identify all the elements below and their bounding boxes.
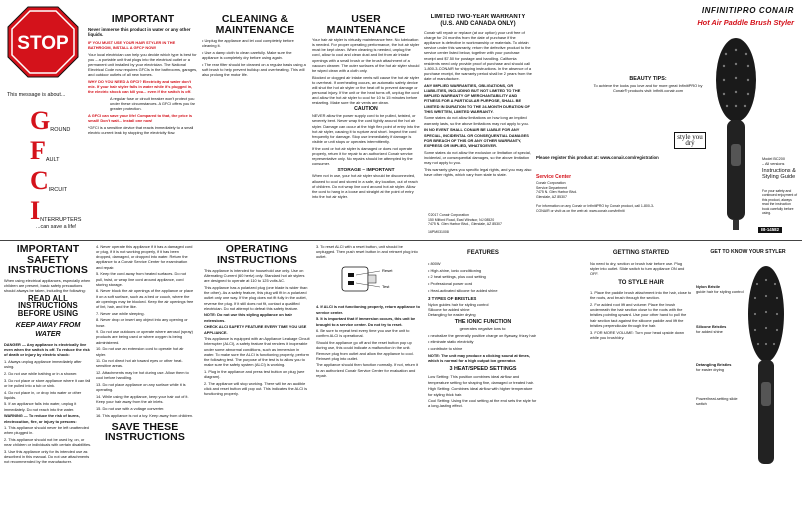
safety-item: 12. Attachments may be hot during use. Allow them to cool before handling. — [96, 370, 189, 381]
feature-item: • 800W — [428, 260, 441, 266]
storage-text: When not in use, your hot air styler should be disconnected, allowed to cool and stored in a safe, dry location, out of reach of children. Do not wrap line cord around hot air styler. Allow the cord to hang in a loose and straight at the point of entry into the hot air styler. — [312, 173, 418, 200]
beauty-tips-text: To achieve the looks you love and for more great InfinitiPRO by Conair® products visit: infiniti.conair.com — [593, 83, 703, 94]
style-you-dry-logo: style you dry — [674, 132, 706, 149]
features-section — [428, 244, 538, 526]
danger-item: 1. Always unplug appliance immediately after using. — [4, 359, 82, 370]
warranty-title: LIMITED TWO-YEAR WARRANTY (U.S. AND CANADA ONLY) — [430, 14, 526, 27]
warranty-text: Conair will repair or replace (at our option) your unit free of charge for 24 months from the date of purchase if the appliance is defective in workmanship or materials. To obtain service under this warranty, return the defective product to the service center listed below, together with your purchase receipt and $7.50 for postage and handling. California residents need only provide proof of purchase and should call 1-800-3-CONAIR for shipping instructions. In the absence of a purchase receipt, the warranty period shall be 2 years from the date of manufacture. — [424, 29, 532, 82]
detangling-bristle-label — [696, 362, 746, 372]
style-hair-step: 1. Place the paddle brush attachment into the hair, close to the roots, and brush through the section. — [590, 290, 692, 301]
copyright-text: ©2017 Conair Corporation 150 Milford Road, East Windsor, NJ 08520 7475 N. Glen Harbor Blvd., Glendale, AZ 85307 — [428, 213, 502, 227]
test-label: Test — [382, 284, 390, 290]
caution-text: NEVER allow the power supply cord to be pulled, twisted, or severely bent. Never wrap the cord tightly around the hot air styler. Damage can occur at the high flex point of entry into the hot air styler, causing it to rupture and short. Inspect the cord frequently for damage. Stop use immediately if damage is visible or unit stops or operates intermittently. — [312, 113, 420, 144]
feature-item: • 2 heat settings, plus cool setting — [428, 274, 486, 280]
safety-item: 7. Never use while sleeping. — [96, 310, 145, 316]
brush-styler-image — [714, 34, 758, 232]
operating-section — [204, 244, 310, 526]
style-hair-step: 3. FOR MORE VOLUME: Turn your head upside down while you brush/dry. — [590, 329, 685, 340]
extensions-note: NOTE: Do not use this styling appliance on hair extensions. — [204, 312, 292, 323]
alci-step: 3. To reset ALCI with a reset button, unit should be unplugged. Then push reset button in and reinsert plug into outlet. — [316, 244, 418, 260]
cover-panel — [536, 4, 798, 236]
alci-step: 5. It is important that if immersion occurs, this unit be brought to a service center. Do not try to reset. — [316, 316, 416, 327]
ionic-item: • neutralize the generally positive charge on flyaway, frizzy hair — [428, 332, 536, 338]
important-why-gfci: WHY DO YOU NEED A GFCI? Electricity and water don't mix. If your hair styler falls in water while it's plugged in, the electric shock can kill you... even if the switch is off. — [88, 79, 193, 95]
warranty-states: Some states do not allow limitations on how long an implied warranty lasts, so the above limitations may not apply to you. — [424, 115, 529, 126]
danger-item: 3. Do not place or store appliance where it can fall or be pulled into a tub or sink. — [4, 377, 91, 388]
safety-item: 16. This appliance is not a toy. Keep away from children. — [96, 412, 194, 418]
stop-tagline: ...can save a life! — [36, 224, 77, 229]
register-text: Please register this product at: www.conair.com/registration — [536, 155, 659, 160]
alci-text: This appliance is equipped with an Appliance Leakage Circuit Interrupter (ALCI), a safety feature that renders it inoperable under some abnormal conditions, such as immersion in water. To make sure the ALCI is functioning properly, perform the following test. The purpose of the test is to allow you to make sure the safety system (ALCI) is working. — [204, 336, 310, 368]
silicone-bristle-label — [696, 324, 746, 334]
alci-step: 4. If ALCI is not functioning properly, return appliance to service center. — [316, 304, 420, 315]
warranty-exclusion: Some states do not allow the exclusion or limitation of special, incidental, or consequential damages, so the above limitation may not apply to you. — [424, 149, 531, 165]
getting-started-text: No need to dry, section or brush hair before use. Plug styler into outlet. Slide switch to turn appliance ON and OFF. — [590, 260, 685, 277]
bristle-item: Detangling for easier drying — [428, 312, 476, 318]
gfci-letter-g: G — [30, 106, 51, 135]
switch-label: Power/heat-setting slide switch — [696, 396, 738, 407]
service-info: For information on any Conair or InfinitiPRO by Conair product, call 1-800-3-CONAIR or visit us on the web at: www.conair.com/infiniti — [536, 204, 655, 213]
danger-item: 2. Do not use while bathing or in a shower. — [4, 370, 78, 376]
feature-item: • Professional power cord — [428, 281, 473, 287]
gfci-letter-i: I — [30, 196, 41, 225]
getting-started-title: GETTING STARTED — [612, 250, 670, 256]
stop-sign-icon — [7, 6, 79, 78]
gfci-word-c: IRCUIT — [48, 186, 68, 193]
save-instructions: SAVE THESE INSTRUCTIONS — [105, 420, 185, 444]
gfci-acronym — [30, 104, 84, 224]
service-center-title: Service Center — [536, 174, 572, 180]
warranty-implied: ANY IMPLIED WARRANTIES, OBLIGATIONS, OR LIABILITIES, INCLUDING BUT NOT LIMITED TO THE IMPLIED WARRANTY OF MERCHANTABILITY AND FITNESS FOR A PARTICULAR PURPOSE, SHALL BE LIMITED IN DURATION TO THE 24-MONTH DURATION OF THIS WRITTEN, LIMITED WARRANTY. — [424, 82, 530, 114]
safety-item: 6. Never block the air openings of the appliance or place it on a soft surface, such as a bed or couch, where the air openings may be blocked. Keep the air openings free of lint, hair, and the like. — [96, 288, 194, 309]
safety-item: 14. While using the appliance, keep your hair out of it. Keep your hair away from the air inlets. — [96, 394, 189, 405]
style-hair-step: 2. For added root lift and volume: Place the brush underneath the hair section close to the roots with the bristles pointing upward. Use your other hand to pull the hair section taut against the silicone paddle and lift the bristles perpendicular through the hair. — [590, 302, 687, 328]
user-maintenance-title: USER MAINTENANCE — [326, 14, 406, 36]
keep-away-water: KEEP AWAY FROM WATER — [15, 319, 81, 339]
cleaning-item: • The rear filter should be cleaned on a regular basis using a soft brush to help prevent buildup and overheating. This will also prolong the motor life. — [202, 61, 306, 78]
alci-step: 1. Plug in the appliance and press test button on plug (see diagram). — [204, 368, 305, 379]
ionic-item: • eliminate static electricity — [428, 339, 474, 345]
gfci-letter-f: F — [30, 136, 46, 165]
bristle-item: Nylon guides hair for styling control — [428, 301, 489, 307]
operating-title: OPERATING INSTRUCTIONS — [217, 244, 297, 266]
caution-title: CAUTION — [354, 106, 378, 113]
warning-text: WARNING — To reduce the risk of burns, electrocution, fire, or injury to persons: — [4, 413, 80, 424]
ionic-item: • contribute to shine — [428, 346, 463, 352]
stop-sign-label: STOP — [17, 33, 69, 54]
warranty-rights: This warranty gives you specific legal rights, and you may also have other rights, which vary from state to state. — [424, 166, 532, 177]
safety-continued-section — [96, 244, 194, 526]
cleaning-title: CLEANING & MAINTENANCE — [215, 14, 295, 36]
detangling-bristle-desc: for easier drying — [696, 367, 724, 373]
gfci-word-f: AULT — [45, 156, 60, 163]
bristles-title: 3 TYPES OF BRISTLES — [428, 296, 477, 302]
nylon-bristle-title: Nylon Bristle — [696, 284, 720, 289]
gfci-word-i: NTERRUPTERS — [40, 216, 82, 223]
gfci-row-g — [30, 104, 84, 134]
instructions-styling-guide: Instructions & Styling Guide — [762, 168, 796, 181]
user-maintenance-text: Your hair air styler is virtually maintenance free. No lubrication is needed. For proper operating performance, the hot air styler must be kept clean. When cleaning is needed, unplug the cord, allow to cool and clean dust and lint from air intake openings with a small brush or the brush attachment of a vacuum cleaner. The outer surfaces of the hot air styler should be wiped clean with a cloth only. — [312, 37, 420, 73]
feature-item: • High-shine, ionic conditioning — [428, 267, 482, 273]
brand-logo: INFINITIPRO CONAIR — [701, 6, 794, 15]
nylon-bristle-desc: guide hair for styling control — [696, 289, 744, 295]
storage-title: STORAGE – IMPORTANT — [337, 167, 395, 173]
ionic-title: THE IONIC FUNCTION — [454, 319, 512, 326]
important-fuse-text: A regular fuse or circuit breaker won't protect you under these circumstances. A GFCI offers you far greater protection. — [110, 96, 195, 112]
read-instructions: READ ALL INSTRUCTIONS BEFORE USING — [17, 293, 79, 319]
model-number: Model BC200 – All versions — [762, 157, 786, 166]
safety-item: 15. Do not use with a voltage converter. — [96, 405, 165, 411]
style-hair-title: TO STYLE HAIR — [618, 280, 664, 287]
getting-started-section — [590, 244, 692, 526]
safety-item: 13. Do not place appliance on any surface while it is operating. — [96, 382, 186, 393]
document-code: 16PM031008 — [428, 230, 449, 234]
styler-diagram-image — [746, 262, 786, 472]
stop-message: This message is about... — [7, 92, 66, 98]
important-title: IMPORTANT — [111, 14, 175, 25]
heat-settings-title: 3 HEAT/SPEED SETTINGS — [449, 366, 517, 373]
bristle-item: Silicone for added shine — [428, 307, 470, 313]
safety-item: 8. Never drop or insert any object into any opening or hose. — [96, 317, 188, 328]
row-divider — [0, 240, 802, 241]
polarized-plug-text: This appliance has a polarized plug (one blade is wider than the other). As a safety feature, this plug will fit in a polarized outlet only one way. If the plug does not fit fully in the outlet, reverse the plug. If it still does not fit, contact a qualified electrician. Do not attempt to defeat this safety feature. — [204, 285, 308, 311]
alci-check: CHECK ALCI SAFETY FEATURE EVERY TIME YOU USE APPLIANCE. — [204, 324, 307, 335]
safety-item: 9. Do not use outdoors or operate where aerosol (spray) products are being used or where oxygen is being administered. — [96, 329, 193, 345]
alci-step: 2. The appliance will stop working. There will be an audible click and reset button will pop out. This indicates the ALCI is functioning properly. — [204, 380, 308, 396]
detangling-bristle-title: Detangling Bristles — [696, 362, 732, 367]
important-gfci-text: Your local electrician can help you decide which type is best for you – a portable unit that plugs into the electrical outlet or a permanent unit installed by your electrician. The National Electrical Code now requires GFCIs in the bathrooms, garages, and outdoor outlets of all new homes. — [88, 51, 198, 78]
warning-item: 1. This appliance should never be left unattended when plugged in. — [4, 425, 89, 436]
warranty-liability: IN NO EVENT SHALL CONAIR BE LIABLE FOR ANY SPECIAL, INCIDENTAL OR CONSEQUENTIAL DAMAGES FOR BREACH OF THIS OR ANY OTHER WARRANTY, EXPRESS OR IMPLIED, WHATSOEVER. — [424, 127, 529, 148]
user-maintenance-repair: If the cord or hot air styler is damaged or does not operate properly, return it for repair to an authorized Conair service representative only. No repairs should be attempted by the consumer. — [312, 145, 413, 167]
warning-item: 2. This appliance should not be used by, on, or near children or individuals with certain disabilities. — [4, 437, 92, 448]
silicone-bristle-desc: for added shine — [696, 329, 723, 335]
beauty-tips — [588, 76, 708, 93]
product-name: Hot Air Paddle Brush Styler — [697, 18, 794, 27]
feature-item: • Heat-activated silicone for added shine — [428, 287, 498, 293]
plug-diagram-icon — [316, 261, 422, 301]
know-styler-title: GET TO KNOW YOUR STYLER — [710, 249, 786, 255]
cleaning-item: • Use a damp cloth to clean carefully. Make sure the appliance is completely dry before using again. — [202, 49, 292, 61]
cleaning-item: • Unplug the appliance and let cool completely before cleaning it. — [202, 38, 294, 49]
gfci-word-g: ROUND — [50, 126, 71, 133]
heat-setting-item: Low Setting: This position combines ideal airflow and temperature setting for shaping fine, damaged or treated hair. — [428, 374, 534, 385]
beauty-tips-title: BEAUTY TIPS: — [629, 76, 667, 82]
safety-item: 5. Keep the cord away from heated surfaces. Do not pull, twist, or wrap line cord around appliance, cord storing storage. — [96, 271, 186, 287]
reset-label: Reset — [382, 268, 393, 274]
safety-section — [4, 244, 92, 526]
important-footnote: *GFCI is a sensitive device that reacts immediately to a small electric current leak by stopping the electricity flow. — [88, 125, 194, 136]
operating-text: This appliance is intended for household use only. Use on Alternating Current (60 hertz) only. Standard hot air stylers are designed to operate at 110 to 125 volts AC. — [204, 268, 305, 284]
cleaning-section — [202, 14, 308, 124]
nylon-bristle-label — [696, 284, 746, 294]
warning-item: 3. Use this appliance only for its intended use as described in this manual. Do not use attachments not recommended by the manufacturer. — [4, 449, 90, 465]
danger-text: DANGER — Any appliance is electrically live even when the switch is off. To reduce the risk of death or injury by electric shock: — [4, 341, 90, 358]
stop-panel — [4, 4, 84, 229]
alci-malfunction: Should the appliance go off and the reset button pop up during use, this could indicate a malfunction in the unit. Remove plug from outlet and allow the appliance to cool. Reinsert plug into outlet. — [316, 340, 414, 361]
gfci-letter-c: C — [30, 166, 49, 195]
danger-item: 4. Do not place in, or drop into water or other liquids. — [4, 389, 82, 400]
ib-code: IB-14582 — [758, 227, 782, 233]
gfci-row-f — [30, 134, 84, 164]
features-title: FEATURES — [467, 250, 499, 256]
safety-title: IMPORTANT SAFETY INSTRUCTIONS — [8, 244, 88, 276]
important-bathroom-warning: IF YOU MUST USE YOUR HAIR STYLER IN THE BATHROOM, INSTALL A GFCI* NOW! — [88, 39, 176, 50]
alci-return: The appliance should then function normally. If not, return it to an authorized Conair Service Center for evaluation and repair. — [316, 362, 419, 378]
warranty-section — [424, 14, 532, 239]
heat-setting-item: High Setting: Combines ideal airflow with higher temperature for styling thick hair. — [428, 386, 533, 397]
know-styler-section — [696, 244, 800, 526]
safety-item: 11. Do not direct hot air toward eyes or other heat-sensitive areas. — [96, 358, 183, 369]
safety-item: 4. Never operate this appliance if it has a damaged cord or plug, if it is not working properly, if it has been dropped, damaged, or dropped into water. Return the appliance to a Conair Service Center for examination and repair. — [96, 244, 193, 270]
user-maintenance-section — [312, 14, 420, 244]
heat-setting-item: Cool Setting: Using the cool setting at the end sets the style for a long-lasting effect. — [428, 398, 537, 409]
safety-intro: When using electrical appliances, especially when children are present, basic safety precautions should always be taken, including the following: — [4, 277, 91, 293]
important-section — [88, 14, 198, 239]
danger-item: 5. If an appliance falls into water, unplug it immediately. Do not reach into the water. — [4, 401, 77, 412]
safety-item: 10. Do not use an extension cord to operate hot air styler. — [96, 346, 184, 357]
ionic-subtitle: generates negative ions to: — [459, 325, 507, 331]
alci-step: 6. Be sure to repeat test every time you use the unit to confirm ALCI is operational. — [316, 328, 410, 339]
important-save-life: A GFCI can save your life! Compared to that, the price is small! Don't wait... install one now! — [88, 113, 193, 124]
safety-reminder: For your safety and continued enjoyment of this product, always read the instruction book carefully before using. — [762, 189, 798, 216]
gfci-row-i — [30, 194, 84, 224]
gfci-row-c — [30, 164, 84, 194]
important-subtitle: Never immerse this product in water or any other liquids. — [88, 26, 191, 38]
ionic-note: NOTE: The unit may produce a clicking sound at times, which is normal for a high output ion generator. — [428, 352, 531, 364]
operating-continued-section — [316, 244, 422, 526]
user-maintenance-overheat: Blocked or clogged air intake vents will cause the hot air styler to overheat. If overheating occurs, an automatic safety device will shut the hot air styler or the heat off to prevent damage or personal injury. If the unit or the heat turns off, unplug the cord and allow the hot air styler to cool for 10 to 15 minutes before restarting. Make sure the air vents are clean. — [312, 74, 420, 106]
silicone-bristle-title: Silicone Bristles — [696, 324, 727, 329]
service-address: Conair Corporation Service Department 7475 N. Glen Harbor Blvd. Glendale, AZ 85307 — [536, 181, 578, 199]
